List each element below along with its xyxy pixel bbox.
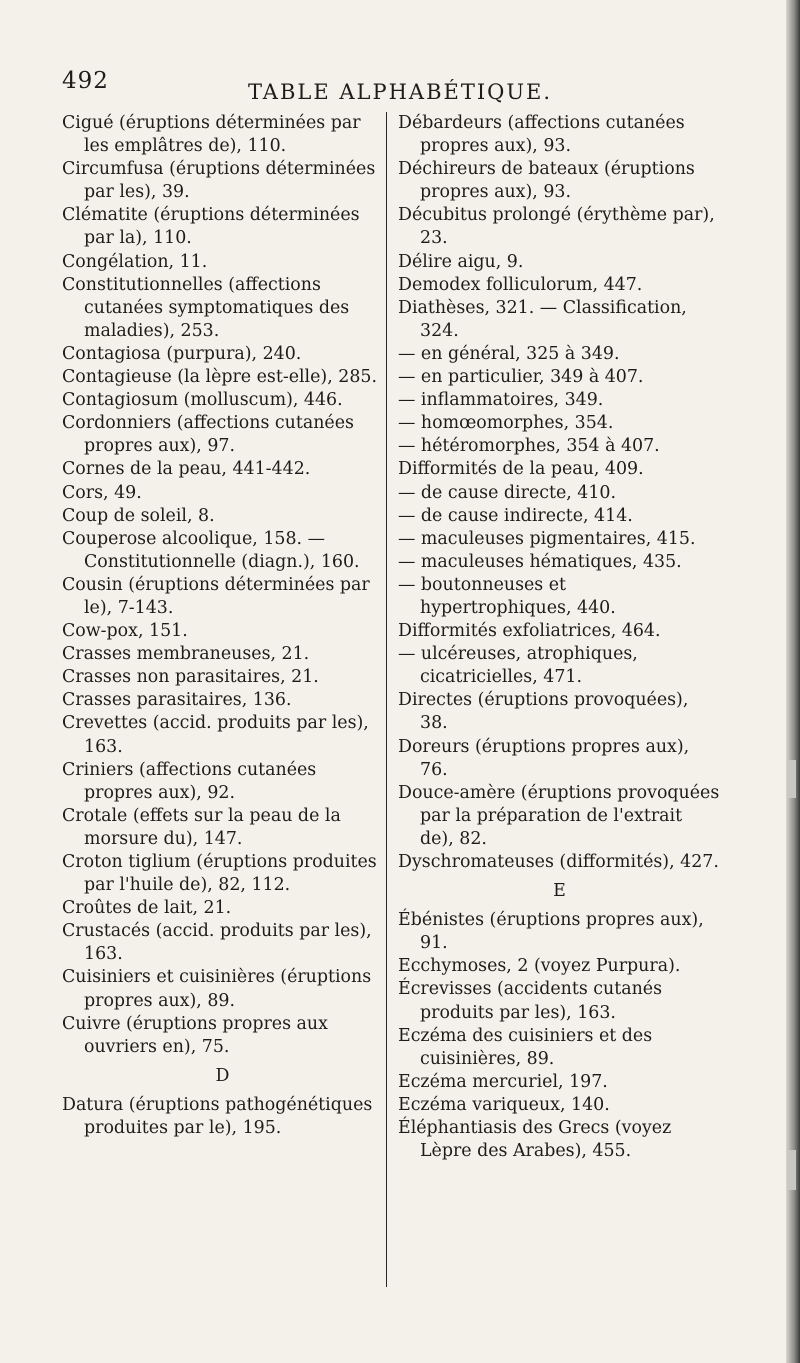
index-entry: Délire aigu, 9. <box>398 251 524 272</box>
index-entry: Difformités exfoliatrices, 464. <box>398 621 661 642</box>
index-entry: Eczéma des cuisiniers et des cuisinières, 89. <box>398 1025 653 1069</box>
column-divider <box>386 112 387 1287</box>
index-entry: Croûtes de lait, 21. <box>62 898 232 919</box>
index-entry: Ecchymoses, 2 (voyez Purpura). <box>398 956 681 977</box>
index-entry: Débardeurs (affections cutanées propres aux), 93. <box>398 113 685 157</box>
edge-highlight <box>788 760 796 798</box>
page-number: 492 <box>62 68 109 94</box>
running-head: TABLE ALPHABÉTIQUE. <box>247 80 553 104</box>
index-entry: Décubitus prolongé (érythème par), 23. <box>398 205 715 249</box>
section-letter-e: E <box>553 881 566 902</box>
index-entry: Douce-amère (éruptions provoquées par la préparation de l'extrait de), 82. <box>398 782 720 849</box>
index-entry: Cuisiniers et cuisinières (éruptions propres aux), 89. <box>62 967 372 1011</box>
index-entry: Contagiosa (purpura), 240. <box>62 343 302 364</box>
index-entry: — en général, 325 à 349. <box>398 343 620 364</box>
index-entry: Crasses parasitaires, 136. <box>62 690 292 711</box>
index-entry: Cornes de la peau, 441-442. <box>62 459 311 480</box>
index-entry: — inflammatoires, 349. <box>398 390 604 411</box>
index-entry: — ulcéreuses, atrophiques, cicatricielles, 471. <box>398 644 638 688</box>
index-entry: Couperose alcoolique, 158. — Constitutionnelle (diagn.), 160. <box>62 528 360 572</box>
edge-highlight <box>788 1150 796 1190</box>
index-entry: Écrevisses (accidents cutanés produits par les), 163. <box>398 979 662 1023</box>
index-entry: Éléphantiasis des Grecs (voyez Lèpre des Arabes), 455. <box>398 1118 672 1162</box>
index-entry: — maculeuses pigmentaires, 415. <box>398 528 696 549</box>
index-entry: Cousin (éruptions déterminées par le), 7-143. <box>62 574 370 618</box>
index-entry: Clématite (éruptions déterminées par la), 110. <box>62 205 360 249</box>
index-column-left <box>62 112 383 1140</box>
index-entry: Crotale (effets sur la peau de la morsure du), 147. <box>62 805 341 849</box>
index-entry: — de cause directe, 410. <box>398 482 617 503</box>
index-entry: Contagieuse (la lèpre est-elle), 285. <box>62 367 377 388</box>
index-entry: Demodex folliculorum, 447. <box>398 274 643 295</box>
index-entry: — hétéromorphes, 354 à 407. <box>398 436 660 457</box>
section-letter-d: D <box>215 1065 230 1086</box>
index-entry: Déchireurs de bateaux (éruptions propres aux), 93. <box>398 159 695 203</box>
index-entry: Doreurs (éruptions propres aux), 76. <box>398 736 690 780</box>
index-entry: — de cause indirecte, 414. <box>398 505 633 526</box>
index-entry: — homœomorphes, 354. <box>398 413 614 434</box>
index-entry: Diathèses, 321. — Classification, 324. <box>398 297 687 341</box>
index-entry: Croton tiglium (éruptions produites par l'huile de), 82, 112. <box>62 852 377 896</box>
index-entry: Circumfusa (éruptions déterminées par les), 39. <box>62 159 376 203</box>
index-entry: Datura (éruptions pathogénétiques produites par le), 195. <box>62 1094 373 1139</box>
index-column-right <box>398 112 721 1163</box>
index-entry: Crevettes (accid. produits par les), 163. <box>62 713 369 757</box>
index-entry: Constitutionnelles (affections cutanées symptomatiques des maladies), 253. <box>62 274 350 341</box>
index-entry: — boutonneuses et hypertrophiques, 440. <box>398 574 616 618</box>
index-entry: Crasses non parasitaires, 21. <box>62 667 319 688</box>
index-entry: Difformités de la peau, 409. <box>398 459 644 480</box>
index-entry: Ébénistes (éruptions propres aux), 91. <box>398 910 704 954</box>
index-entry: Eczéma mercuriel, 197. <box>398 1071 608 1092</box>
index-entry: Cors, 49. <box>62 482 142 503</box>
index-entry: Cuivre (éruptions propres aux ouvriers en), 75. <box>62 1013 328 1057</box>
index-entry: — en particulier, 349 à 407. <box>398 367 644 388</box>
page-edge-shadow <box>786 0 800 1363</box>
index-entry: Dyschromateuses (difformités), 427. <box>398 852 719 872</box>
index-entry: Eczéma variqueux, 140. <box>398 1094 610 1115</box>
index-entry: Criniers (affections cutanées propres aux), 92. <box>62 759 317 803</box>
index-entry: Contagiosum (molluscum), 446. <box>62 390 343 411</box>
index-entry: Cordonniers (affections cutanées propres aux), 97. <box>62 413 354 457</box>
index-entry: Cow-pox, 151. <box>62 621 188 642</box>
index-entry: Cigué (éruptions déterminées par les emplâtres de), 110. <box>62 113 361 157</box>
index-entry: — maculeuses hématiques, 435. <box>398 551 682 572</box>
index-entry: Crustacés (accid. produits par les), 163. <box>62 921 372 965</box>
index-entry: Congélation, 11. <box>62 251 208 272</box>
index-entry: Coup de soleil, 8. <box>62 505 215 526</box>
index-entry: Crasses membraneuses, 21. <box>62 644 310 665</box>
index-entry: Directes (éruptions provoquées), 38. <box>398 690 689 734</box>
